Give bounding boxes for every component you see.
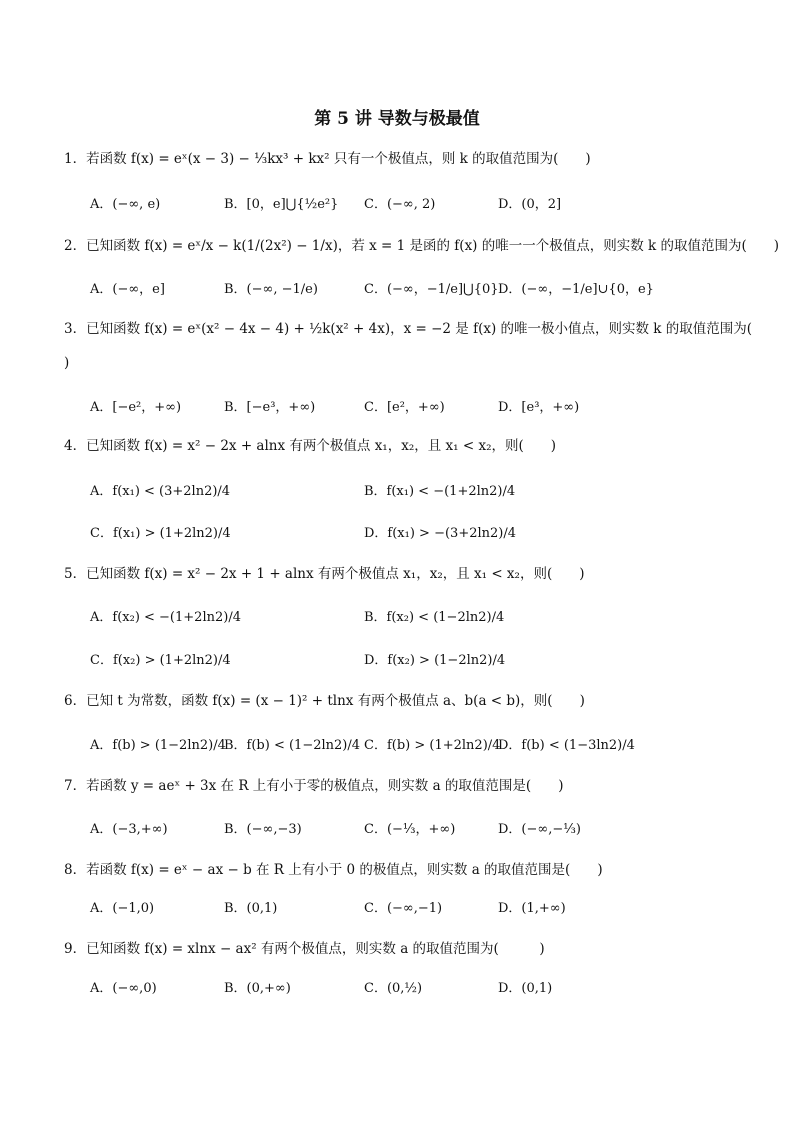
question-9-option-a[interactable]: A．(−∞,0): [90, 980, 157, 996]
question-8-option-b[interactable]: B．(0,1): [224, 900, 278, 916]
question-3-stem: 3．已知函数 f(x) = eˣ(x² − 4x − 4) + ½k(x² + 4x)，x = −2 是 f(x) 的唯一极小值点，则实数 k 的取值范围为(: [64, 321, 753, 337]
question-8-stem: 8．若函数 f(x) = eˣ − ax − b 在 R 上有小于 0 的极值点，则实数 a 的取值范围是( ): [64, 862, 603, 878]
question-7-stem: 7．若函数 y = aeˣ + 3x 在 R 上有小于零的极值点，则实数 a 的取值范围是( ): [64, 778, 564, 794]
question-6-stem: 6．已知 t 为常数，函数 f(x) = (x − 1)² + tlnx 有两个极值点 a、b(a < b)，则( ): [64, 693, 585, 709]
question-7-option-d[interactable]: D．(−∞,−⅓): [498, 821, 581, 837]
question-9-option-c[interactable]: C．(0,½): [364, 980, 423, 996]
question-2-option-c[interactable]: C．(−∞，−1/e]⋃{0}: [364, 281, 499, 297]
question-9-stem: 9．已知函数 f(x) = xlnx − ax² 有两个极值点，则实数 a 的取值范围为( ): [64, 941, 545, 957]
question-1-stem: 1．若函数 f(x) = eˣ(x − 3) − ⅓kx³ + kx² 只有一个极值点，则 k 的取值范围为( ): [64, 151, 591, 167]
question-4-option-c[interactable]: C．f(x₁) > (1+2ln2)/4: [90, 525, 231, 541]
question-2-option-d[interactable]: D．(−∞，−1/e]∪{0，e}: [498, 281, 654, 297]
question-2-stem: 2．已知函数 f(x) = eˣ/x − k(1/(2x²) − 1/x)，若 x = 1 是函的 f(x) 的唯一一个极值点，则实数 k 的取值范围为( ): [64, 238, 780, 254]
question-5-option-c[interactable]: C．f(x₂) > (1+2ln2)/4: [90, 652, 231, 668]
question-1-option-d[interactable]: D．(0，2]: [498, 196, 562, 212]
question-1-option-a[interactable]: A．(−∞, e): [90, 196, 161, 212]
question-4-option-a[interactable]: A．f(x₁) < (3+2ln2)/4: [90, 483, 231, 499]
question-5-option-a[interactable]: A．f(x₂) < −(1+2ln2)/4: [90, 609, 241, 625]
question-5-option-b[interactable]: B．f(x₂) < (1−2ln2)/4: [364, 609, 505, 625]
question-5-option-d[interactable]: D．f(x₂) > (1−2ln2)/4: [364, 652, 506, 668]
question-5-stem: 5．已知函数 f(x) = x² − 2x + 1 + alnx 有两个极值点 x₁，x₂，且 x₁ < x₂，则( ): [64, 566, 585, 582]
question-2-option-b[interactable]: B．(−∞, −1/e): [224, 281, 318, 297]
question-7-option-a[interactable]: A．(−3,+∞): [90, 821, 168, 837]
question-9-option-d[interactable]: D．(0,1): [498, 980, 553, 996]
page-title: 第 5 讲 导数与极最值: [314, 109, 480, 129]
question-3-option-d[interactable]: D．[e³，+∞): [498, 399, 580, 415]
question-3-option-b[interactable]: B．[−e³，+∞): [224, 399, 316, 415]
question-3-option-c[interactable]: C．[e²，+∞): [364, 399, 445, 415]
question-7-option-c[interactable]: C．(−⅓，+∞): [364, 821, 456, 837]
question-7-option-b[interactable]: B．(−∞,−3): [224, 821, 302, 837]
question-6-option-c[interactable]: C．f(b) > (1+2ln2)/4: [364, 737, 501, 753]
question-6-option-a[interactable]: A．f(b) > (1−2ln2)/4: [90, 737, 226, 753]
question-1-option-c[interactable]: C．(−∞, 2): [364, 196, 436, 212]
question-2-option-a[interactable]: A．(−∞，e]: [90, 281, 165, 297]
question-9-option-b[interactable]: B．(0,+∞): [224, 980, 291, 996]
question-3-option-a[interactable]: A．[−e²，+∞): [90, 399, 182, 415]
question-4-stem: 4．已知函数 f(x) = x² − 2x + alnx 有两个极值点 x₁，x₂，且 x₁ < x₂，则( ): [64, 438, 557, 454]
question-4-option-d[interactable]: D．f(x₁) > −(3+2ln2)/4: [364, 525, 517, 541]
question-8-option-d[interactable]: D．(1,+∞): [498, 900, 566, 916]
question-8-option-c[interactable]: C．(−∞,−1): [364, 900, 443, 916]
question-6-option-b[interactable]: B．f(b) < (1−2ln2)/4: [224, 737, 361, 753]
question-8-option-a[interactable]: A．(−1,0): [90, 900, 155, 916]
question-4-option-b[interactable]: B．f(x₁) < −(1+2ln2)/4: [364, 483, 516, 499]
question-6-option-d[interactable]: D．f(b) < (1−3ln2)/4: [498, 737, 635, 753]
question-1-option-b[interactable]: B．[0，e]⋃{½e²}: [224, 196, 339, 212]
question-3-stem-continued: ): [64, 355, 70, 371]
